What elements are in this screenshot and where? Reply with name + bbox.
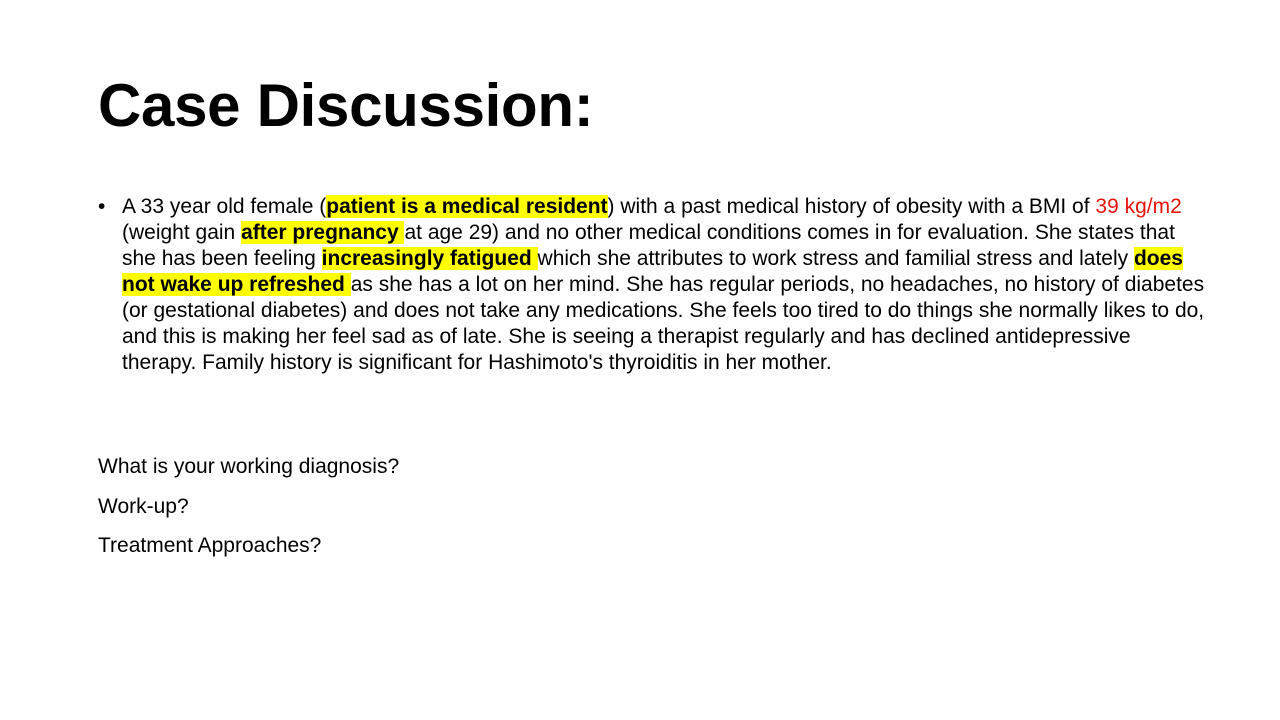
highlighted-phrase: patient is a medical resident: [326, 195, 608, 218]
case-description: [122, 194, 1208, 376]
highlighted-phrase: increasingly fatigued: [321, 247, 538, 270]
case-text-segment: as she has a lot on her mind. She has regular periods, no headaches, no history of diabetes (or gestational diabetes) and does not take any medications. She feels too tired to do things she normally likes to do, and this is making her feel sad as of late. She is seeing a therapist regularly and has declined antidepressive therapy. Family history is significant for Hashimoto's thyroiditis in her mother.: [122, 273, 1205, 374]
question-work-up: Work-up?: [98, 495, 189, 518]
case-text-segment: ) with a past medical history of obesity with a BMI of: [607, 195, 1096, 218]
slide-title: Case Discussion:: [98, 72, 594, 139]
case-bullet: [98, 194, 1208, 376]
bullet-icon: •: [98, 195, 106, 218]
case-text-segment: A 33 year old female (: [122, 195, 327, 218]
bmi-value: 39 kg/m2: [1095, 195, 1182, 218]
case-text-segment: which she attributes to work stress and familial stress and lately: [537, 247, 1134, 270]
question-working-diagnosis: What is your working diagnosis?: [98, 455, 400, 478]
highlighted-phrase: after pregnancy: [241, 221, 405, 244]
question-treatment-approaches: Treatment Approaches?: [98, 534, 322, 557]
case-text-segment: at age 29) and no other medical conditions comes in for evaluation. She states that she has been feeling: [122, 221, 1175, 270]
highlighted-phrase: does not wake up refreshed: [122, 247, 1183, 296]
case-text-segment: (weight gain: [122, 221, 242, 244]
